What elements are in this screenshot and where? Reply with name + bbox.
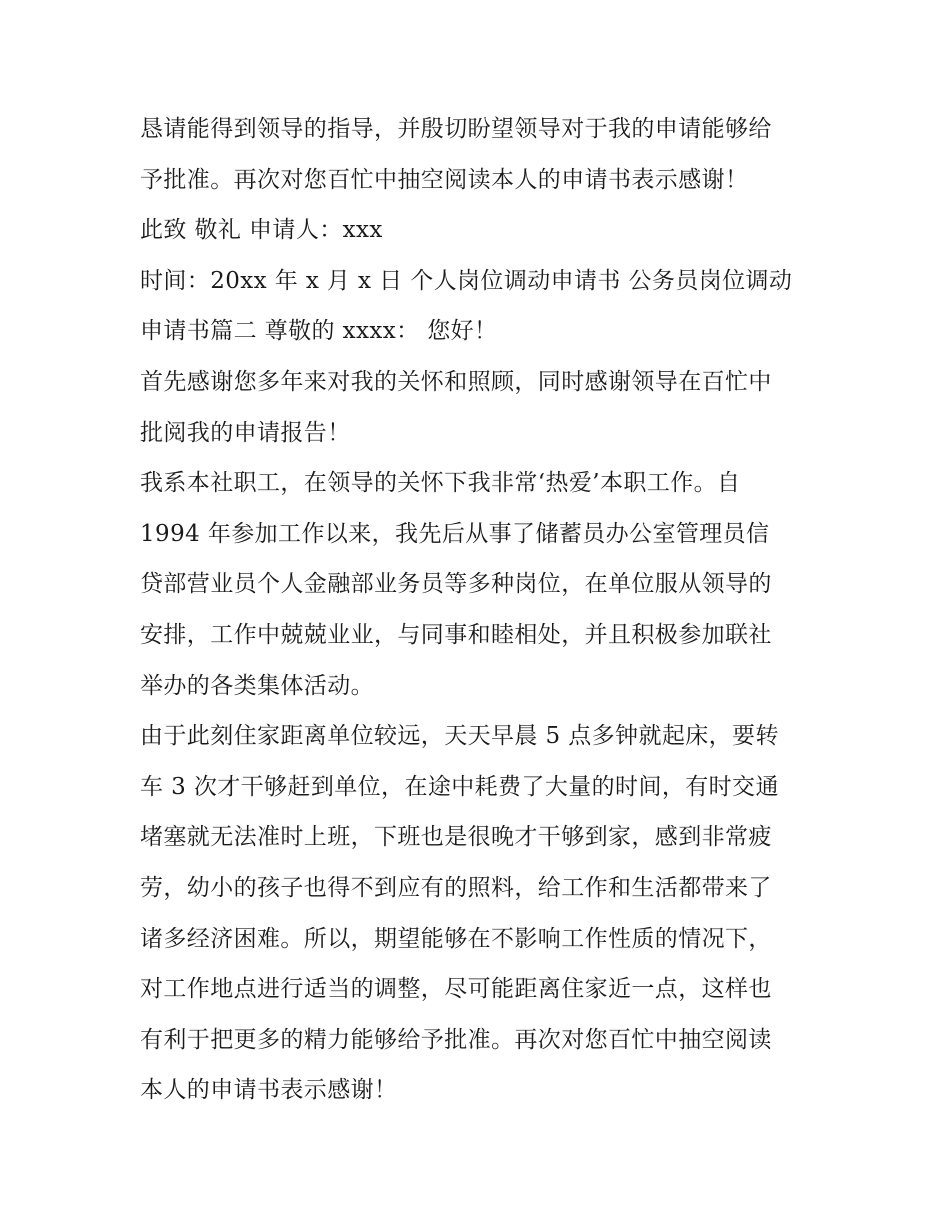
text-line: 由于此刻住家距离单位较远，天天早晨 5 点多钟就起床，要转	[140, 723, 779, 750]
text-line: 堵塞就无法准时上班，下班也是很晚才干够到家，感到非常疲	[140, 824, 772, 851]
text-line: 本人的申请书表示感谢！	[140, 1077, 398, 1104]
text-line: 批阅我的申请报告！	[140, 419, 351, 446]
document-body	[140, 104, 820, 1116]
text-line: 恳请能得到领导的指导，并殷切盼望领导对于我的申请能够给	[140, 116, 772, 142]
text-line: 劳，幼小的孩子也得不到应有的照料，给工作和生活都带来了	[140, 874, 772, 901]
text-line: 诸多经济困难。所以，期望能够在不影响工作性质的情况下，	[140, 925, 772, 952]
text-line: 我系本社职工，在领导的关怀下我非常‘热爱’本职工作。自	[140, 470, 741, 497]
text-line: 申请书篇二 尊敬的 xxxx： 您好！	[140, 318, 498, 345]
text-line: 有利于把更多的精力能够给予批准。再次对您百忙中抽空阅读	[140, 1026, 772, 1053]
text-line: 首先感谢您多年来对我的关怀和照顾，同时感谢领导在百忙中	[140, 368, 772, 395]
text-line: 时间：20xx 年 x 月 x 日 个人岗位调动申请书 公务员岗位调动	[140, 267, 793, 294]
text-line: 安排，工作中兢兢业业，与同事和睦相处，并且积极参加联社	[140, 621, 772, 648]
text-line: 1994 年参加工作以来，我先后从事了储蓄员办公室管理员信	[140, 520, 770, 547]
text-line: 此致 敬礼 申请人：xxx	[140, 217, 383, 244]
text-line: 车 3 次才干够赶到单位，在途中耗费了大量的时间，有时交通	[140, 773, 779, 800]
text-line: 贷部营业员个人金融部业务员等多种岗位，在单位服从领导的	[140, 571, 772, 598]
text-line: 对工作地点进行适当的调整，尽可能距离住家近一点，这样也	[140, 976, 772, 1003]
text-line: 举办的各类集体活动。	[140, 672, 374, 699]
text-line: 予批准。再次对您百忙中抽空阅读本人的申请书表示感谢！	[140, 166, 749, 193]
